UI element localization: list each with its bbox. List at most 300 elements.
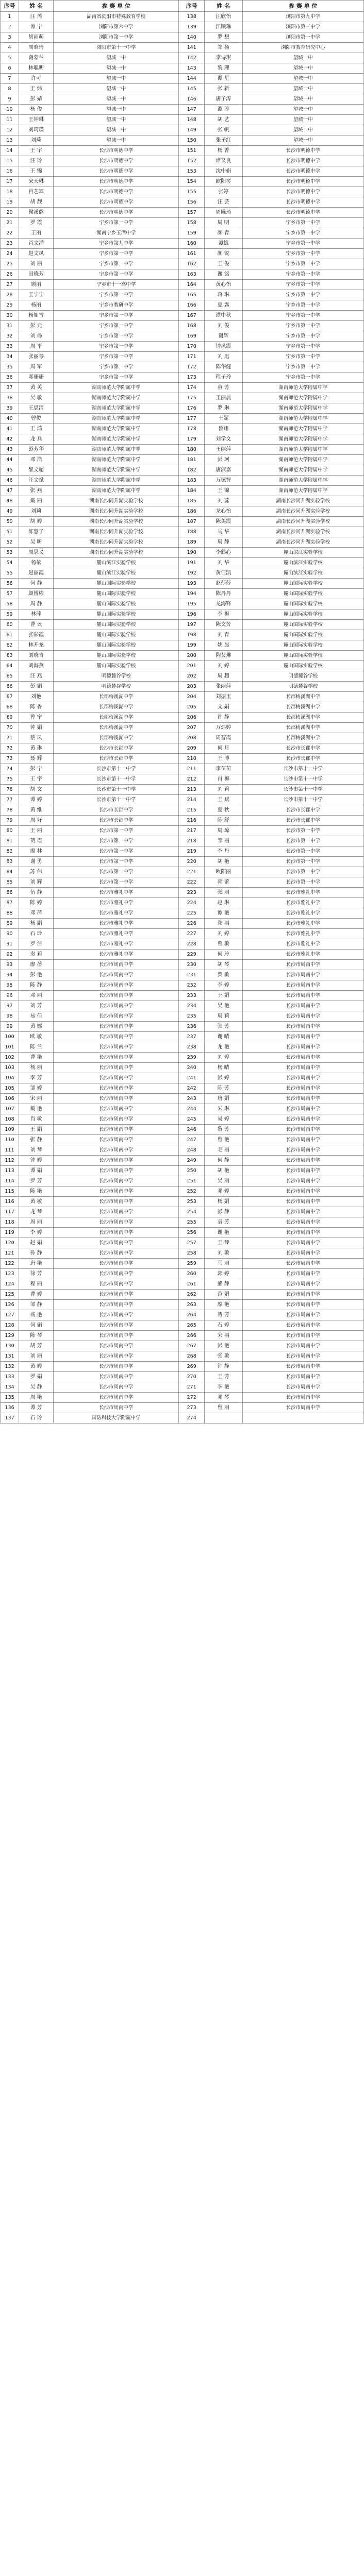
name-header: 姓 名 xyxy=(19,1,54,12)
left-seq-cell: 73 xyxy=(1,754,19,764)
left-seq-cell: 60 xyxy=(1,620,19,630)
table-row xyxy=(1,1351,364,1362)
left-school-cell: 长沙市第十一中学 xyxy=(53,764,178,774)
right-name-cell: 袁 芳 xyxy=(204,1217,242,1228)
left-school-cell: 湖南长沙同升湖实验学校 xyxy=(53,548,178,558)
table-row xyxy=(1,1125,364,1135)
right-name-cell: 石 婷 xyxy=(204,1320,242,1331)
left-seq-cell: 116 xyxy=(1,1197,19,1207)
left-seq-cell: 95 xyxy=(1,980,19,991)
left-school-cell: 湖南师范大学附属中学 xyxy=(53,465,178,476)
left-seq-cell: 62 xyxy=(1,640,19,651)
left-seq-cell: 14 xyxy=(1,146,19,156)
right-seq-cell: 183 xyxy=(179,476,204,486)
right-seq-cell: 208 xyxy=(179,733,204,743)
left-name-cell: 张丽琴 xyxy=(19,352,54,362)
right-seq-cell: 265 xyxy=(179,1320,204,1331)
right-school-cell: 湖南师范大学附属中学 xyxy=(242,465,364,476)
table-row xyxy=(1,342,364,352)
right-name-cell: 周 琼 xyxy=(204,826,242,836)
left-school-cell: 长沙市周南中学 xyxy=(53,1269,178,1279)
left-school-cell: 长沙市周南中学 xyxy=(53,1197,178,1207)
left-seq-cell: 88 xyxy=(1,908,19,919)
right-school-cell: 长沙市周南中学 xyxy=(242,1073,364,1083)
left-name-cell: 罗 娟 xyxy=(19,1372,54,1382)
right-name-cell: 王 娟 xyxy=(204,991,242,1001)
left-school-cell: 宁乡市第一中学 xyxy=(53,290,178,300)
left-seq-cell: 10 xyxy=(1,105,19,115)
right-name-cell: 周 超 xyxy=(204,671,242,682)
right-school-cell: 长郡梅溪湖中学 xyxy=(242,723,364,733)
right-name-cell: 李苗苗 xyxy=(204,764,242,774)
left-school-cell: 长沙市周南中学 xyxy=(53,1341,178,1351)
left-school-cell: 宁乡市第九中学 xyxy=(53,239,178,249)
table-row xyxy=(1,280,364,290)
left-seq-cell: 47 xyxy=(1,486,19,496)
right-school-cell: 湖南师范大学附属中学 xyxy=(242,476,364,486)
right-seq-cell: 264 xyxy=(179,1310,204,1320)
left-school-cell: 望城一中 xyxy=(53,105,178,115)
left-school-cell: 长沙市周南中学 xyxy=(53,1403,178,1413)
table-row xyxy=(1,63,364,74)
right-name-cell: 刘振玉 xyxy=(204,692,242,702)
right-school-cell: 长沙市周南中学 xyxy=(242,1403,364,1413)
left-seq-cell: 4 xyxy=(1,43,19,53)
right-seq-cell: 211 xyxy=(179,764,204,774)
left-name-cell: 李 芳 xyxy=(19,1073,54,1083)
right-name-cell: 唐淑嘉 xyxy=(204,465,242,476)
left-seq-cell: 33 xyxy=(1,342,19,352)
left-seq-cell: 3 xyxy=(1,32,19,43)
right-school-cell: 宁乡市第一中学 xyxy=(242,228,364,239)
header-row xyxy=(1,1,364,12)
table-row xyxy=(1,599,364,609)
right-seq-cell: 232 xyxy=(179,980,204,991)
left-school-cell: 宁乡市第一中学 xyxy=(53,321,178,331)
right-school-cell: 宁乡市第一中学 xyxy=(242,218,364,228)
right-seq-cell: 167 xyxy=(179,311,204,321)
left-seq-cell: 56 xyxy=(1,579,19,589)
left-name-cell: 王 丽 xyxy=(19,826,54,836)
left-name-cell: 刘 芳 xyxy=(19,1001,54,1011)
right-school-cell: 长郡梅溪湖中学 xyxy=(242,733,364,743)
right-school-cell: 长沙市第一中学 xyxy=(242,877,364,888)
left-name-cell: 伍 静 xyxy=(19,888,54,898)
right-seq-cell: 246 xyxy=(179,1125,204,1135)
left-name-cell: 王宁宁 xyxy=(19,290,54,300)
right-name-cell: 陈丹丹 xyxy=(204,589,242,599)
left-name-cell: 邓 丽 xyxy=(19,991,54,1001)
right-school-cell: 宁乡市第一中学 xyxy=(242,342,364,352)
right-seq-cell: 239 xyxy=(179,1053,204,1063)
left-seq-cell: 130 xyxy=(1,1341,19,1351)
right-seq-cell: 240 xyxy=(179,1063,204,1073)
right-school-cell: 长沙市长郡中学 xyxy=(242,816,364,826)
table-row xyxy=(1,208,364,218)
table-row xyxy=(1,1001,364,1011)
right-seq-cell: 177 xyxy=(179,414,204,424)
left-seq-cell: 21 xyxy=(1,218,19,228)
right-name-cell: 郭 蕾 xyxy=(204,877,242,888)
right-name-cell: 陈 舒 xyxy=(204,816,242,826)
right-school-cell: 长沙市明德中学 xyxy=(242,197,364,208)
right-school-cell: 长郡梅溪湖中学 xyxy=(242,713,364,723)
left-school-cell: 宁乡市十一高中学 xyxy=(53,280,178,290)
left-school-cell: 长沙市长郡中学 xyxy=(53,743,178,754)
school-header: 参 赛 单 位 xyxy=(242,1,364,12)
left-seq-cell: 59 xyxy=(1,609,19,620)
left-name-cell: 黄 维 xyxy=(19,805,54,816)
left-seq-cell: 127 xyxy=(1,1310,19,1320)
left-school-cell: 长沙市明德中学 xyxy=(53,197,178,208)
left-name-cell: 王 宇 xyxy=(19,774,54,785)
left-name-cell: 石 玲 xyxy=(19,1413,54,1423)
right-school-cell: 长沙市长郡中学 xyxy=(242,754,364,764)
right-school-cell: 湖南师范大学附属中学 xyxy=(242,424,364,434)
table-row xyxy=(1,1063,364,1073)
left-name-cell: 刘晓青 xyxy=(19,651,54,661)
table-row xyxy=(1,187,364,197)
right-seq-cell: 261 xyxy=(179,1279,204,1290)
table-row xyxy=(1,105,364,115)
left-school-cell: 长沙市周南中学 xyxy=(53,1372,178,1382)
right-seq-cell: 138 xyxy=(179,12,204,22)
table-row xyxy=(1,1403,364,1413)
left-seq-cell: 110 xyxy=(1,1135,19,1145)
left-school-cell: 浏阳市第六中学 xyxy=(53,22,178,32)
right-name-cell: 李 婷 xyxy=(204,980,242,991)
left-school-cell: 长沙市周南中学 xyxy=(53,1351,178,1362)
right-seq-cell: 230 xyxy=(179,960,204,970)
left-seq-cell: 117 xyxy=(1,1207,19,1217)
left-school-cell: 长沙市明德中学 xyxy=(53,156,178,166)
left-seq-cell: 16 xyxy=(1,166,19,177)
left-seq-cell: 30 xyxy=(1,311,19,321)
left-seq-cell: 85 xyxy=(1,877,19,888)
right-name-cell: 谭 艳 xyxy=(204,908,242,919)
left-school-cell: 麓山国际实验学校 xyxy=(53,661,178,671)
right-school-cell: 湖南长沙同升湖实验学校 xyxy=(242,537,364,548)
table-row xyxy=(1,1341,364,1351)
right-seq-cell: 181 xyxy=(179,455,204,465)
left-school-cell: 长沙市周南中学 xyxy=(53,1259,178,1269)
table-row xyxy=(1,43,364,53)
left-seq-cell: 120 xyxy=(1,1238,19,1248)
table-row xyxy=(1,331,364,342)
left-name-cell: 彭 艳 xyxy=(19,970,54,980)
left-school-cell: 长沙市雅礼中学 xyxy=(53,898,178,908)
right-seq-cell: 185 xyxy=(179,496,204,506)
left-name-cell: 彭 元 xyxy=(19,321,54,331)
right-seq-cell: 270 xyxy=(179,1372,204,1382)
right-name-cell: 刘 婷 xyxy=(204,929,242,939)
left-name-cell: 罗 霞 xyxy=(19,218,54,228)
table-row xyxy=(1,1331,364,1341)
left-seq-cell: 124 xyxy=(1,1279,19,1290)
left-seq-cell: 1 xyxy=(1,12,19,22)
right-school-cell: 长沙市第十一中学 xyxy=(242,785,364,795)
right-seq-cell: 203 xyxy=(179,682,204,692)
left-name-cell: 徐 芳 xyxy=(19,1269,54,1279)
right-seq-cell: 222 xyxy=(179,877,204,888)
right-seq-cell: 172 xyxy=(179,362,204,372)
right-name-cell: 曾 丽 xyxy=(204,1403,242,1413)
right-seq-cell: 151 xyxy=(179,146,204,156)
right-seq-cell: 224 xyxy=(179,898,204,908)
left-name-cell: 顾丽 xyxy=(19,280,54,290)
right-seq-cell: 255 xyxy=(179,1217,204,1228)
right-name-cell: 谭 淳 xyxy=(204,105,242,115)
left-name-cell: 周 艳 xyxy=(19,1393,54,1403)
right-name-cell xyxy=(204,1413,242,1423)
left-school-cell: 长沙市周南中学 xyxy=(53,1320,178,1331)
left-school-cell: 长沙市周南中学 xyxy=(53,1279,178,1290)
right-seq-cell: 152 xyxy=(179,156,204,166)
right-seq-cell: 175 xyxy=(179,393,204,403)
left-school-cell: 长沙市周南中学 xyxy=(53,1145,178,1156)
right-name-cell: 张婷 xyxy=(204,187,242,197)
right-name-cell: 万德智 xyxy=(204,476,242,486)
right-school-cell: 麓山国际实验学校 xyxy=(242,609,364,620)
right-name-cell: 刘 婷 xyxy=(204,1053,242,1063)
right-seq-cell: 242 xyxy=(179,1083,204,1094)
right-school-cell: 宁乡市第一中学 xyxy=(242,300,364,311)
right-school-cell: 浏阳市第三中学 xyxy=(242,22,364,32)
left-school-cell: 麓山国际实验学校 xyxy=(53,579,178,589)
left-school-cell: 长沙市明德中学 xyxy=(53,187,178,197)
left-school-cell: 长沙市周南中学 xyxy=(53,1331,178,1341)
right-school-cell: 长沙市周南中学 xyxy=(242,1135,364,1145)
left-seq-cell: 44 xyxy=(1,455,19,465)
right-name-cell: 张 敏 xyxy=(204,1351,242,1362)
left-school-cell: 长沙市第一中学 xyxy=(53,857,178,867)
left-seq-cell: 121 xyxy=(1,1248,19,1259)
left-name-cell: 廖 蓓 xyxy=(19,960,54,970)
right-seq-cell: 260 xyxy=(179,1269,204,1279)
table-row xyxy=(1,1279,364,1290)
table-row xyxy=(1,1228,364,1238)
left-seq-cell: 45 xyxy=(1,465,19,476)
left-name-cell: 黄 娜 xyxy=(19,1022,54,1032)
left-name-cell: 贺 霞 xyxy=(19,836,54,846)
right-seq-cell: 198 xyxy=(179,630,204,640)
left-school-cell: 湖南师范大学附属中学 xyxy=(53,455,178,465)
right-school-cell: 长沙市周南中学 xyxy=(242,1217,364,1228)
left-name-cell: 罗 洁 xyxy=(19,939,54,950)
left-name-cell: 肖艺霖 xyxy=(19,187,54,197)
right-seq-cell: 271 xyxy=(179,1382,204,1393)
left-school-cell: 长沙市雅礼中学 xyxy=(53,919,178,929)
table-row xyxy=(1,1413,364,1423)
left-seq-cell: 12 xyxy=(1,125,19,135)
seq-header: 序号 xyxy=(1,1,19,12)
table-row xyxy=(1,620,364,630)
right-school-cell: 长沙市周南中学 xyxy=(242,1197,364,1207)
right-seq-cell: 218 xyxy=(179,836,204,846)
left-school-cell: 湖南师范大学附属中学 xyxy=(53,486,178,496)
left-name-cell: 刘琦瑛 xyxy=(19,125,54,135)
left-name-cell: 陈慧子 xyxy=(19,527,54,537)
right-seq-cell: 189 xyxy=(179,537,204,548)
name-header: 姓 名 xyxy=(204,1,242,12)
right-seq-cell: 269 xyxy=(179,1362,204,1372)
table-row xyxy=(1,1290,364,1300)
right-name-cell: 周智霞 xyxy=(204,733,242,743)
right-name-cell: 吴 艳 xyxy=(204,1001,242,1011)
left-name-cell: 陈 艳 xyxy=(19,1187,54,1197)
right-seq-cell: 237 xyxy=(179,1032,204,1042)
left-name-cell: 程 丽 xyxy=(19,1279,54,1290)
left-school-cell: 湖南长沙同升湖实验学校 xyxy=(53,537,178,548)
right-name-cell: 童 芳 xyxy=(204,383,242,393)
left-school-cell: 长沙市周南中学 xyxy=(53,1083,178,1094)
table-row xyxy=(1,1073,364,1083)
left-school-cell: 长沙市第十一中学 xyxy=(53,795,178,805)
right-name-cell: 刘 华 xyxy=(204,558,242,568)
left-name-cell: 陈 静 xyxy=(19,980,54,991)
right-school-cell: 湖南师范大学附属中学 xyxy=(242,486,364,496)
left-name-cell: 刘莉 xyxy=(19,506,54,517)
right-school-cell: 麓山滨江实验学校 xyxy=(242,558,364,568)
right-seq-cell: 229 xyxy=(179,950,204,960)
left-name-cell: 罗 芳 xyxy=(19,1176,54,1187)
left-seq-cell: 114 xyxy=(1,1176,19,1187)
left-name-cell: 肖 敏 xyxy=(19,1114,54,1125)
right-name-cell: 欧阳琴 xyxy=(204,177,242,187)
right-seq-cell: 258 xyxy=(179,1248,204,1259)
table-row xyxy=(1,630,364,640)
left-school-cell: 麓山国际实验学校 xyxy=(53,620,178,630)
right-seq-cell: 214 xyxy=(179,795,204,805)
right-seq-cell: 209 xyxy=(179,743,204,754)
right-name-cell: 胡 艳 xyxy=(204,857,242,867)
right-seq-cell: 179 xyxy=(179,434,204,445)
left-school-cell: 麓山滨江实验学校 xyxy=(53,558,178,568)
right-school-cell: 长郡梅溪湖中学 xyxy=(242,702,364,713)
right-seq-cell: 142 xyxy=(179,53,204,63)
left-school-cell: 长沙市周南中学 xyxy=(53,1166,178,1176)
left-name-cell: 袁 莉 xyxy=(19,950,54,960)
left-seq-cell: 70 xyxy=(1,723,19,733)
right-school-cell: 长沙市周南中学 xyxy=(242,1176,364,1187)
left-school-cell: 长沙市雅礼中学 xyxy=(53,908,178,919)
left-seq-cell: 77 xyxy=(1,795,19,805)
right-name-cell: 宋 丽 xyxy=(204,1331,242,1341)
right-school-cell: 麓山国际实验学校 xyxy=(242,579,364,589)
left-name-cell: 吴 昕 xyxy=(19,537,54,548)
left-seq-cell: 22 xyxy=(1,228,19,239)
right-name-cell: 罗 琳 xyxy=(204,403,242,414)
right-name-cell: 曾 敏 xyxy=(204,939,242,950)
right-name-cell: 刘 敏 xyxy=(204,1248,242,1259)
right-name-cell: 王妮 xyxy=(204,414,242,424)
right-seq-cell: 199 xyxy=(179,640,204,651)
table-row xyxy=(1,671,364,682)
right-seq-cell: 266 xyxy=(179,1331,204,1341)
left-name-cell: 汪文斌 xyxy=(19,476,54,486)
table-row xyxy=(1,228,364,239)
right-seq-cell: 186 xyxy=(179,506,204,517)
right-school-cell: 长沙市第十一中学 xyxy=(242,795,364,805)
right-school-cell: 麓山国际实验学校 xyxy=(242,640,364,651)
left-name-cell: 曾 宁 xyxy=(19,713,54,723)
table-row xyxy=(1,393,364,403)
right-name-cell: 马 华 xyxy=(204,527,242,537)
left-school-cell: 长沙市周南中学 xyxy=(53,1114,178,1125)
right-school-cell: 长沙市雅礼中学 xyxy=(242,888,364,898)
left-name-cell: 田晓芳 xyxy=(19,269,54,280)
right-seq-cell: 204 xyxy=(179,692,204,702)
right-name-cell: 胡 琴 xyxy=(204,960,242,970)
right-school-cell: 明德麓谷学校 xyxy=(242,671,364,682)
right-school-cell: 宁乡市第一中学 xyxy=(242,352,364,362)
left-school-cell: 宁乡市第一中学 xyxy=(53,249,178,259)
left-school-cell: 湖南长沙同升湖实验学校 xyxy=(53,517,178,527)
right-seq-cell: 148 xyxy=(179,115,204,125)
right-name-cell: 彭 静 xyxy=(204,1207,242,1217)
table-row xyxy=(1,1032,364,1042)
table-row xyxy=(1,1114,364,1125)
right-seq-cell: 149 xyxy=(179,125,204,135)
right-school-cell: 湖南长沙同升湖实验学校 xyxy=(242,517,364,527)
left-name-cell: 苏 伟 xyxy=(19,867,54,877)
left-name-cell: 戴 艳 xyxy=(19,1104,54,1114)
left-seq-cell: 9 xyxy=(1,94,19,105)
left-school-cell: 长沙市明德中学 xyxy=(53,208,178,218)
table-row xyxy=(1,877,364,888)
right-name-cell: 罗 想 xyxy=(204,32,242,43)
table-row xyxy=(1,568,364,579)
right-name-cell: 王 斌 xyxy=(204,795,242,805)
right-seq-cell: 192 xyxy=(179,568,204,579)
left-seq-cell: 137 xyxy=(1,1413,19,1423)
table-row xyxy=(1,166,364,177)
left-school-cell: 长沙市周南中学 xyxy=(53,991,178,1001)
right-seq-cell: 273 xyxy=(179,1403,204,1413)
right-school-cell: 长沙市明德中学 xyxy=(242,166,364,177)
left-school-cell: 长沙市周南中学 xyxy=(53,1073,178,1083)
left-school-cell: 湖南师范大学附属中学 xyxy=(53,383,178,393)
right-name-cell: 王 锦 xyxy=(204,486,242,496)
table-row xyxy=(1,290,364,300)
left-name-cell: 谢蒙兰 xyxy=(19,53,54,63)
right-seq-cell: 197 xyxy=(179,620,204,630)
left-seq-cell: 75 xyxy=(1,774,19,785)
right-seq-cell: 206 xyxy=(179,713,204,723)
table-row xyxy=(1,1166,364,1176)
right-name-cell: 杨 晴 xyxy=(204,1063,242,1073)
right-seq-cell: 173 xyxy=(179,372,204,383)
right-name-cell: 谢 晴 xyxy=(204,1032,242,1042)
left-school-cell: 宁乡市第一中学 xyxy=(53,372,178,383)
left-name-cell: 王 宇 xyxy=(19,146,54,156)
right-school-cell: 长沙市周南中学 xyxy=(242,1125,364,1135)
left-school-cell: 明德麓谷学校 xyxy=(53,671,178,682)
table-row xyxy=(1,249,364,259)
right-seq-cell: 274 xyxy=(179,1413,204,1423)
left-school-cell: 长沙市周南中学 xyxy=(53,1362,178,1372)
right-seq-cell: 249 xyxy=(179,1156,204,1166)
left-school-cell: 宁乡市第一中学 xyxy=(53,342,178,352)
table-row xyxy=(1,651,364,661)
right-seq-cell: 267 xyxy=(179,1341,204,1351)
right-seq-cell: 256 xyxy=(179,1228,204,1238)
table-row xyxy=(1,125,364,135)
right-name-cell: 彭 珂 xyxy=(204,455,242,465)
table-row xyxy=(1,692,364,702)
right-name-cell: 黎 理 xyxy=(204,63,242,74)
right-name-cell: 唐子涛 xyxy=(204,94,242,105)
